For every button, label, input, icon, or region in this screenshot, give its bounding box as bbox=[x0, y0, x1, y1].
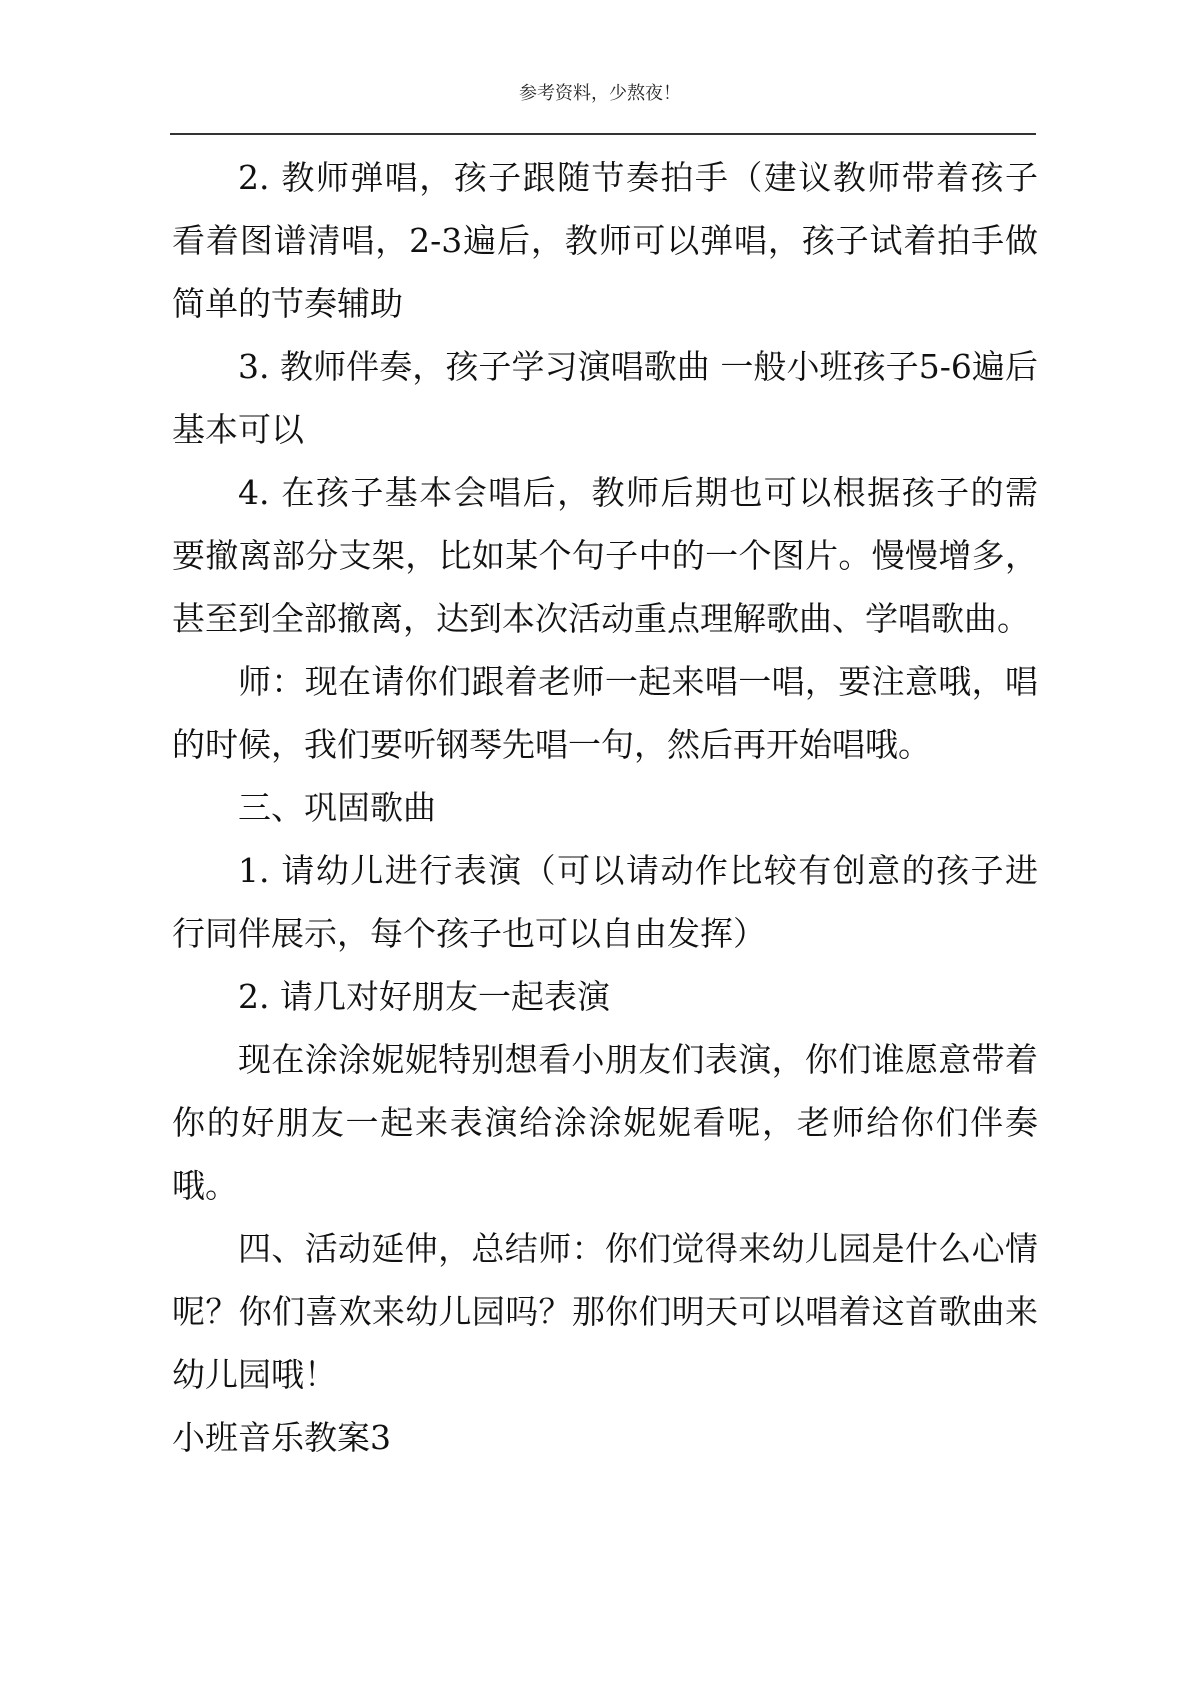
paragraph-step-4: 4. 在孩子基本会唱后，教师后期也可以根据孩子的需要撤离部分支架，比如某个句子中的一个图片。慢慢增多，甚至到全部撤离，达到本次活动重点理解歌曲、学唱歌曲。 bbox=[172, 473, 1038, 638]
document-body bbox=[172, 146, 1038, 1469]
page-header: 参考资料，少熬夜！ bbox=[519, 83, 681, 104]
paragraph-tutu-nini: 现在涂涂妮妮特别想看小朋友们表演，你们谁愿意带着你的好朋友一起来表演给涂涂妮妮看呢，老师给你们伴奏哦。 bbox=[172, 1040, 1038, 1205]
paragraph-performance-1: 1. 请幼儿进行表演（可以请动作比较有创意的孩子进行同伴展示，每个孩子也可以自由发挥） bbox=[172, 851, 1038, 953]
lesson-plan-title: 小班音乐教案3 bbox=[172, 1418, 391, 1457]
paragraph-section-three: 三、巩固歌曲 bbox=[238, 788, 436, 827]
header-divider bbox=[170, 133, 1036, 135]
paragraph-teacher-dialogue: 师：现在请你们跟着老师一起来唱一唱，要注意哦，唱的时候，我们要听钢琴先唱一句，然后再开始唱哦。 bbox=[172, 662, 1038, 764]
paragraph-performance-2: 2. 请几对好朋友一起表演 bbox=[238, 977, 610, 1016]
paragraph-section-four: 四、活动延伸，总结师：你们觉得来幼儿园是什么心情呢？你们喜欢来幼儿园吗？那你们明天可以唱着这首歌曲来幼儿园哦！ bbox=[172, 1229, 1038, 1394]
paragraph-step-3: 3. 教师伴奏，孩子学习演唱歌曲 一般小班孩子5-6遍后基本可以 bbox=[172, 347, 1038, 449]
paragraph-step-2: 2. 教师弹唱，孩子跟随节奏拍手（建议教师带着孩子看着图谱清唱，2-3遍后，教师可以弹唱，孩子试着拍手做简单的节奏辅助 bbox=[172, 158, 1038, 323]
